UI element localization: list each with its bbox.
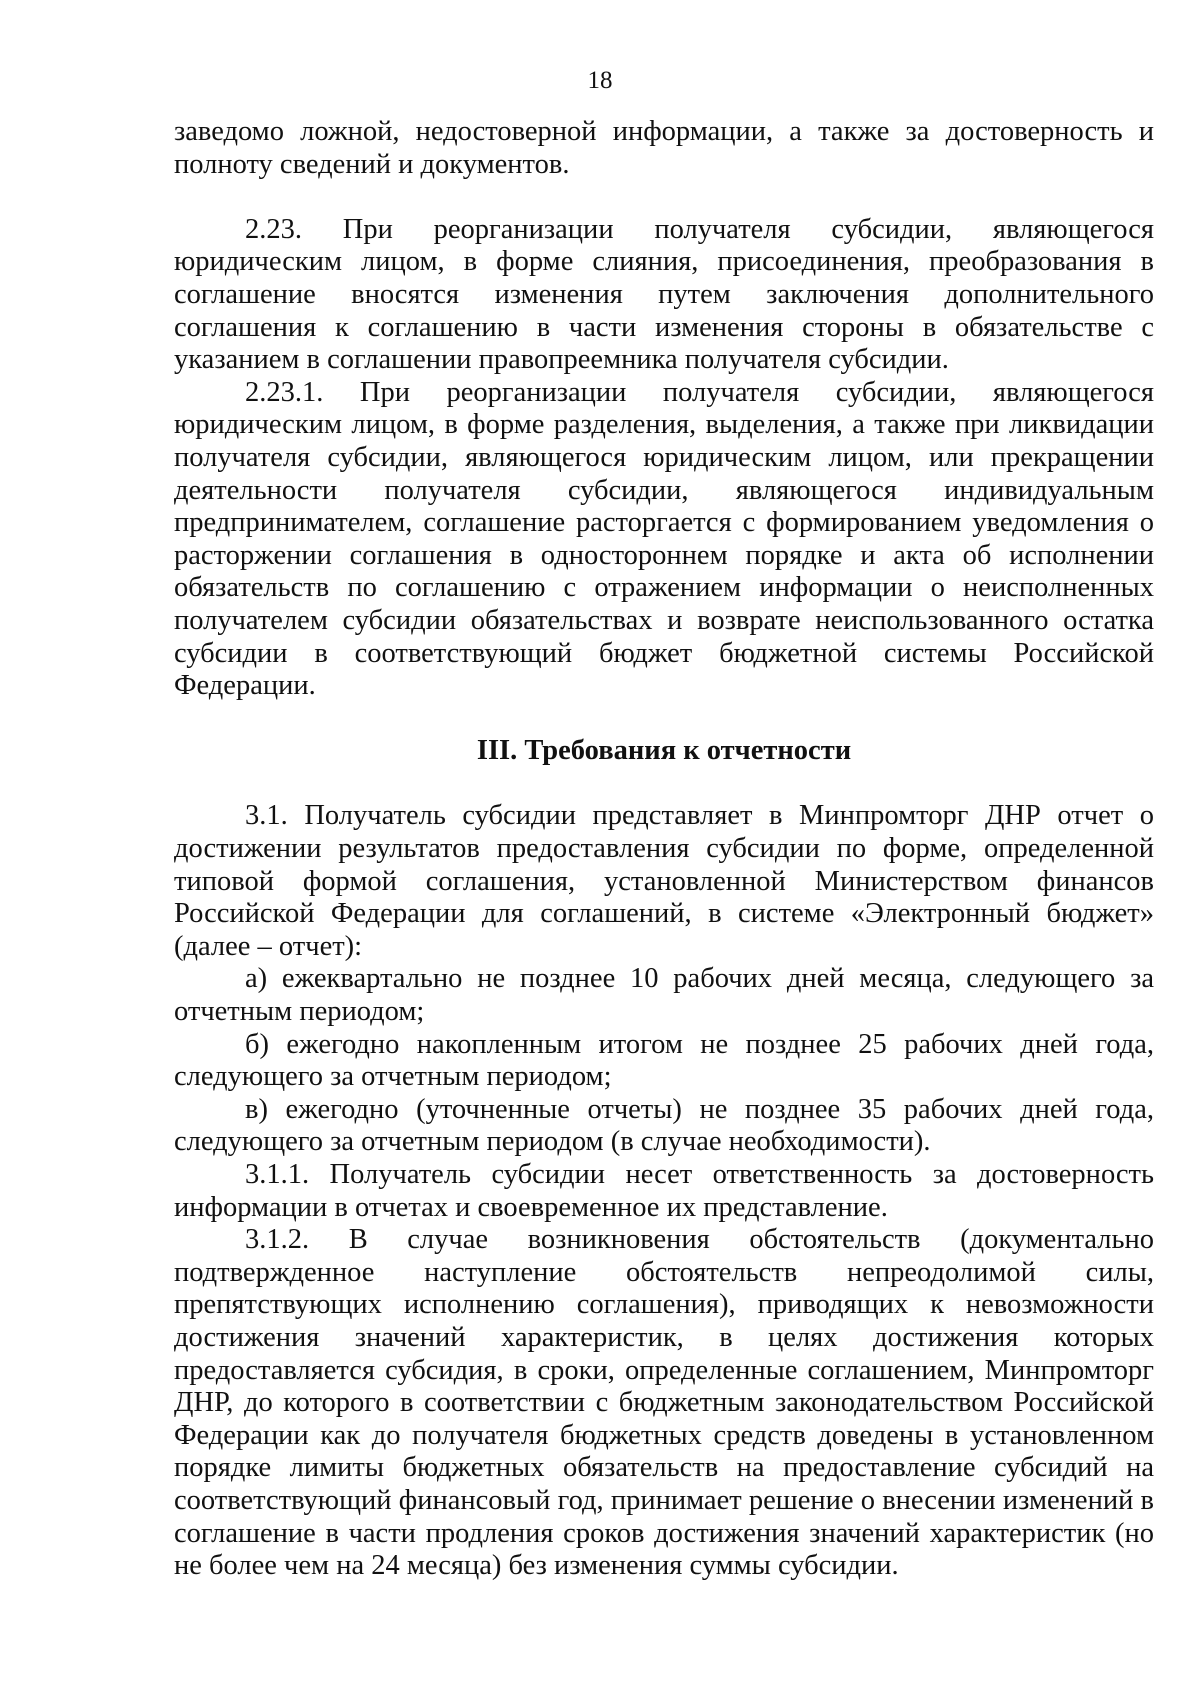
section-heading: III. Требования к отчетности — [476, 735, 852, 767]
paragraph-continuation: заведомо ложной, недостоверной информации, а также за достоверность и полноту сведений и документов. — [174, 116, 1154, 180]
document-body — [174, 116, 1154, 1583]
page-number: 18 — [587, 67, 613, 94]
paragraph-2-23-1: 2.23.1. При реорганизации получателя субсидии, являющегося юридическим лицом, в форме разделения, выделения, а также при ликвидации получателя субсидии, являющегося юридическим лицом, или прекращении деятельности получателя субсидии, являющегося индивидуальным предпринимателем, соглашение расторгается с формированием уведомления о расторжении соглашения в одностороннем порядке и акта об исполнении обязательств по соглашению с отражением информации о неисполненных получателем субсидии обязательствах и возврате неиспользованного остатка субсидии в соответствующий бюджет бюджетной системы Российской Федерации. — [174, 376, 1154, 702]
paragraph-2-23: 2.23. При реорганизации получателя субсидии, являющегося юридическим лицом, в форме слияния, присоединения, преобразования в соглашение вносятся изменения путем заключения дополнительного соглашения к соглашению в части изменения стороны в обязательстве с указанием в соглашении правопреемника получателя субсидии. — [174, 213, 1154, 376]
paragraph-3-1-1: 3.1.1. Получатель субсидии несет ответственность за достоверность информации в отчетах и своевременное их представление. — [174, 1159, 1154, 1223]
list-item-a: а) ежеквартально не позднее 10 рабочих дней месяца, следующего за отчетным периодом; — [174, 963, 1154, 1028]
list-item-c: в) ежегодно (уточненные отчеты) не позднее 35 рабочих дней года, следующего за отчетным периодом (в случае необходимости). — [174, 1093, 1154, 1158]
paragraph-3-1: 3.1. Получатель субсидии представляет в Минпромторг ДНР отчет о достижении результатов предоставления субсидии по форме, определенной типовой формой соглашения, установленной Министерством финансов Российской Федерации для соглашений, в системе «Электронный бюджет» (далее – отчет): — [174, 800, 1154, 962]
paragraph-3-1-2: 3.1.2. В случае возникновения обстоятельств (документально подтвержденное наступление обстоятельств непреодолимой силы, препятствующих исполнению соглашения), приводящих к невозможности достижения значений характеристик, в целях достижения которых предоставляется субсидия, в сроки, определенные соглашением, Минпромторг ДНР, до которого в соответствии с бюджетным законодательством Российской Федерации как до получателя бюджетных средств доведены в установленном порядке лимиты бюджетных обязательств на предоставление субсидий на соответствующий финансовый год, принимает решение о внесении изменений в соглашение в части продления сроков достижения значений характеристик (но не более чем на 24 месяца) без изменения суммы субсидии. — [174, 1224, 1154, 1582]
list-item-b: б) ежегодно накопленным итогом не позднее 25 рабочих дней года, следующего за отчетным периодом; — [174, 1028, 1154, 1093]
